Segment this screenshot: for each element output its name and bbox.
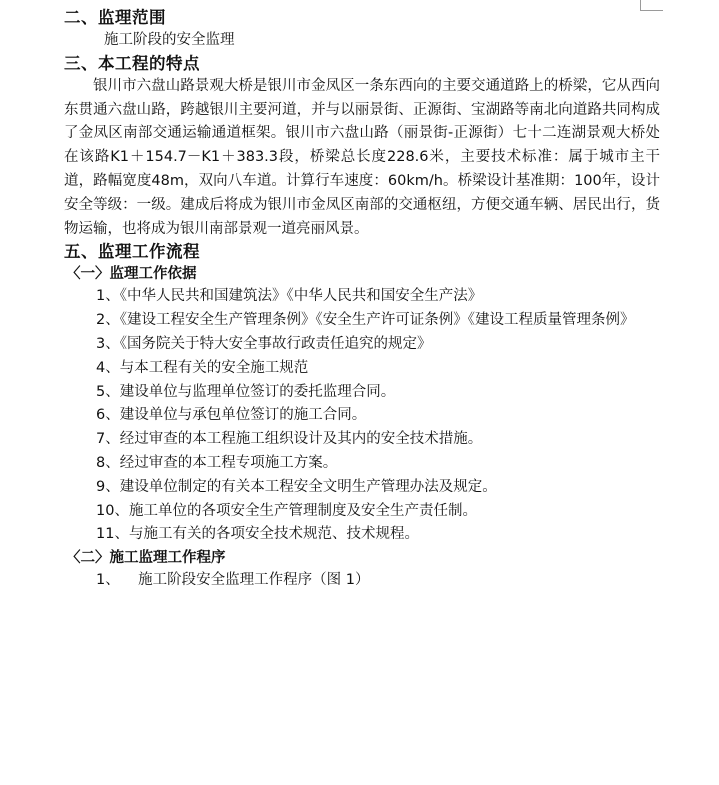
heading-supervision-scope: 二、监理范围 (64, 8, 166, 27)
list-item: 7、经过审查的本工程施工组织设计及其内的安全技术措施。 (96, 431, 483, 448)
list-item: 6、建设单位与承包单位签订的施工合同。 (96, 407, 367, 424)
heading-project-features: 三、本工程的特点 (64, 53, 200, 73)
heading-basis: 〈一〉监理工作依据 (66, 266, 197, 283)
heading-procedure: 〈二〉施工监理工作程序 (66, 550, 226, 567)
list-item: 3、《国务院关于特大安全事故行政责任追究的规定》 (96, 335, 432, 352)
list-item: 11、与施工有关的各项安全技术规范、技术规程。 (96, 526, 419, 543)
list-item: 1、 施工阶段安全监理工作程序（图 1） (96, 572, 370, 589)
scope-text: 施工阶段的安全监理 (104, 32, 235, 48)
heading-workflow: 五、监理工作流程 (64, 242, 200, 262)
features-paragraph: 银川市六盘山路景观大桥是银川市金凤区一条东西向的主要交通道路上的桥梁，它从西向东贯通六盘山路，跨越银川主要河道，并与以丽景街、正源街、宝湖路等南北向道路共同构成了金凤区南部交通运输通道框架。银川市六盘山路（丽景街-正源街）七十二连湖景观大桥处在该路K1＋154.7－K1＋383.3段，桥梁总长度228.6米，主要技术标准：属于城市主干道，路幅宽度48m，双向八车道。计算行车速度：60km/h。桥梁设计基准期：100年，设计安全等级：一级。建成后将成为银川市金凤区南部的交通枢纽，方便交通车辆、居民出行，货物运输，也将成为银川南部景观一道亮丽风景。 (64, 77, 660, 237)
list-item: 1、《中华人民共和国建筑法》《中华人民共和国安全生产法》 (96, 288, 483, 305)
list-item: 5、建设单位与监理单位签订的委托监理合同。 (96, 383, 396, 400)
list-item: 8、经过审查的本工程专项施工方案。 (96, 454, 338, 471)
list-item: 2、《建设工程安全生产管理条例》《安全生产许可证条例》《建设工程质量管理条例》 (96, 312, 635, 329)
list-item: 10、施工单位的各项安全生产管理制度及安全生产责任制。 (96, 502, 477, 519)
list-item: 9、建设单位制定的有关本工程安全文明生产管理办法及规定。 (96, 478, 497, 495)
list-item: 4、与本工程有关的安全施工规范 (96, 359, 309, 376)
document-body (0, 7, 719, 593)
